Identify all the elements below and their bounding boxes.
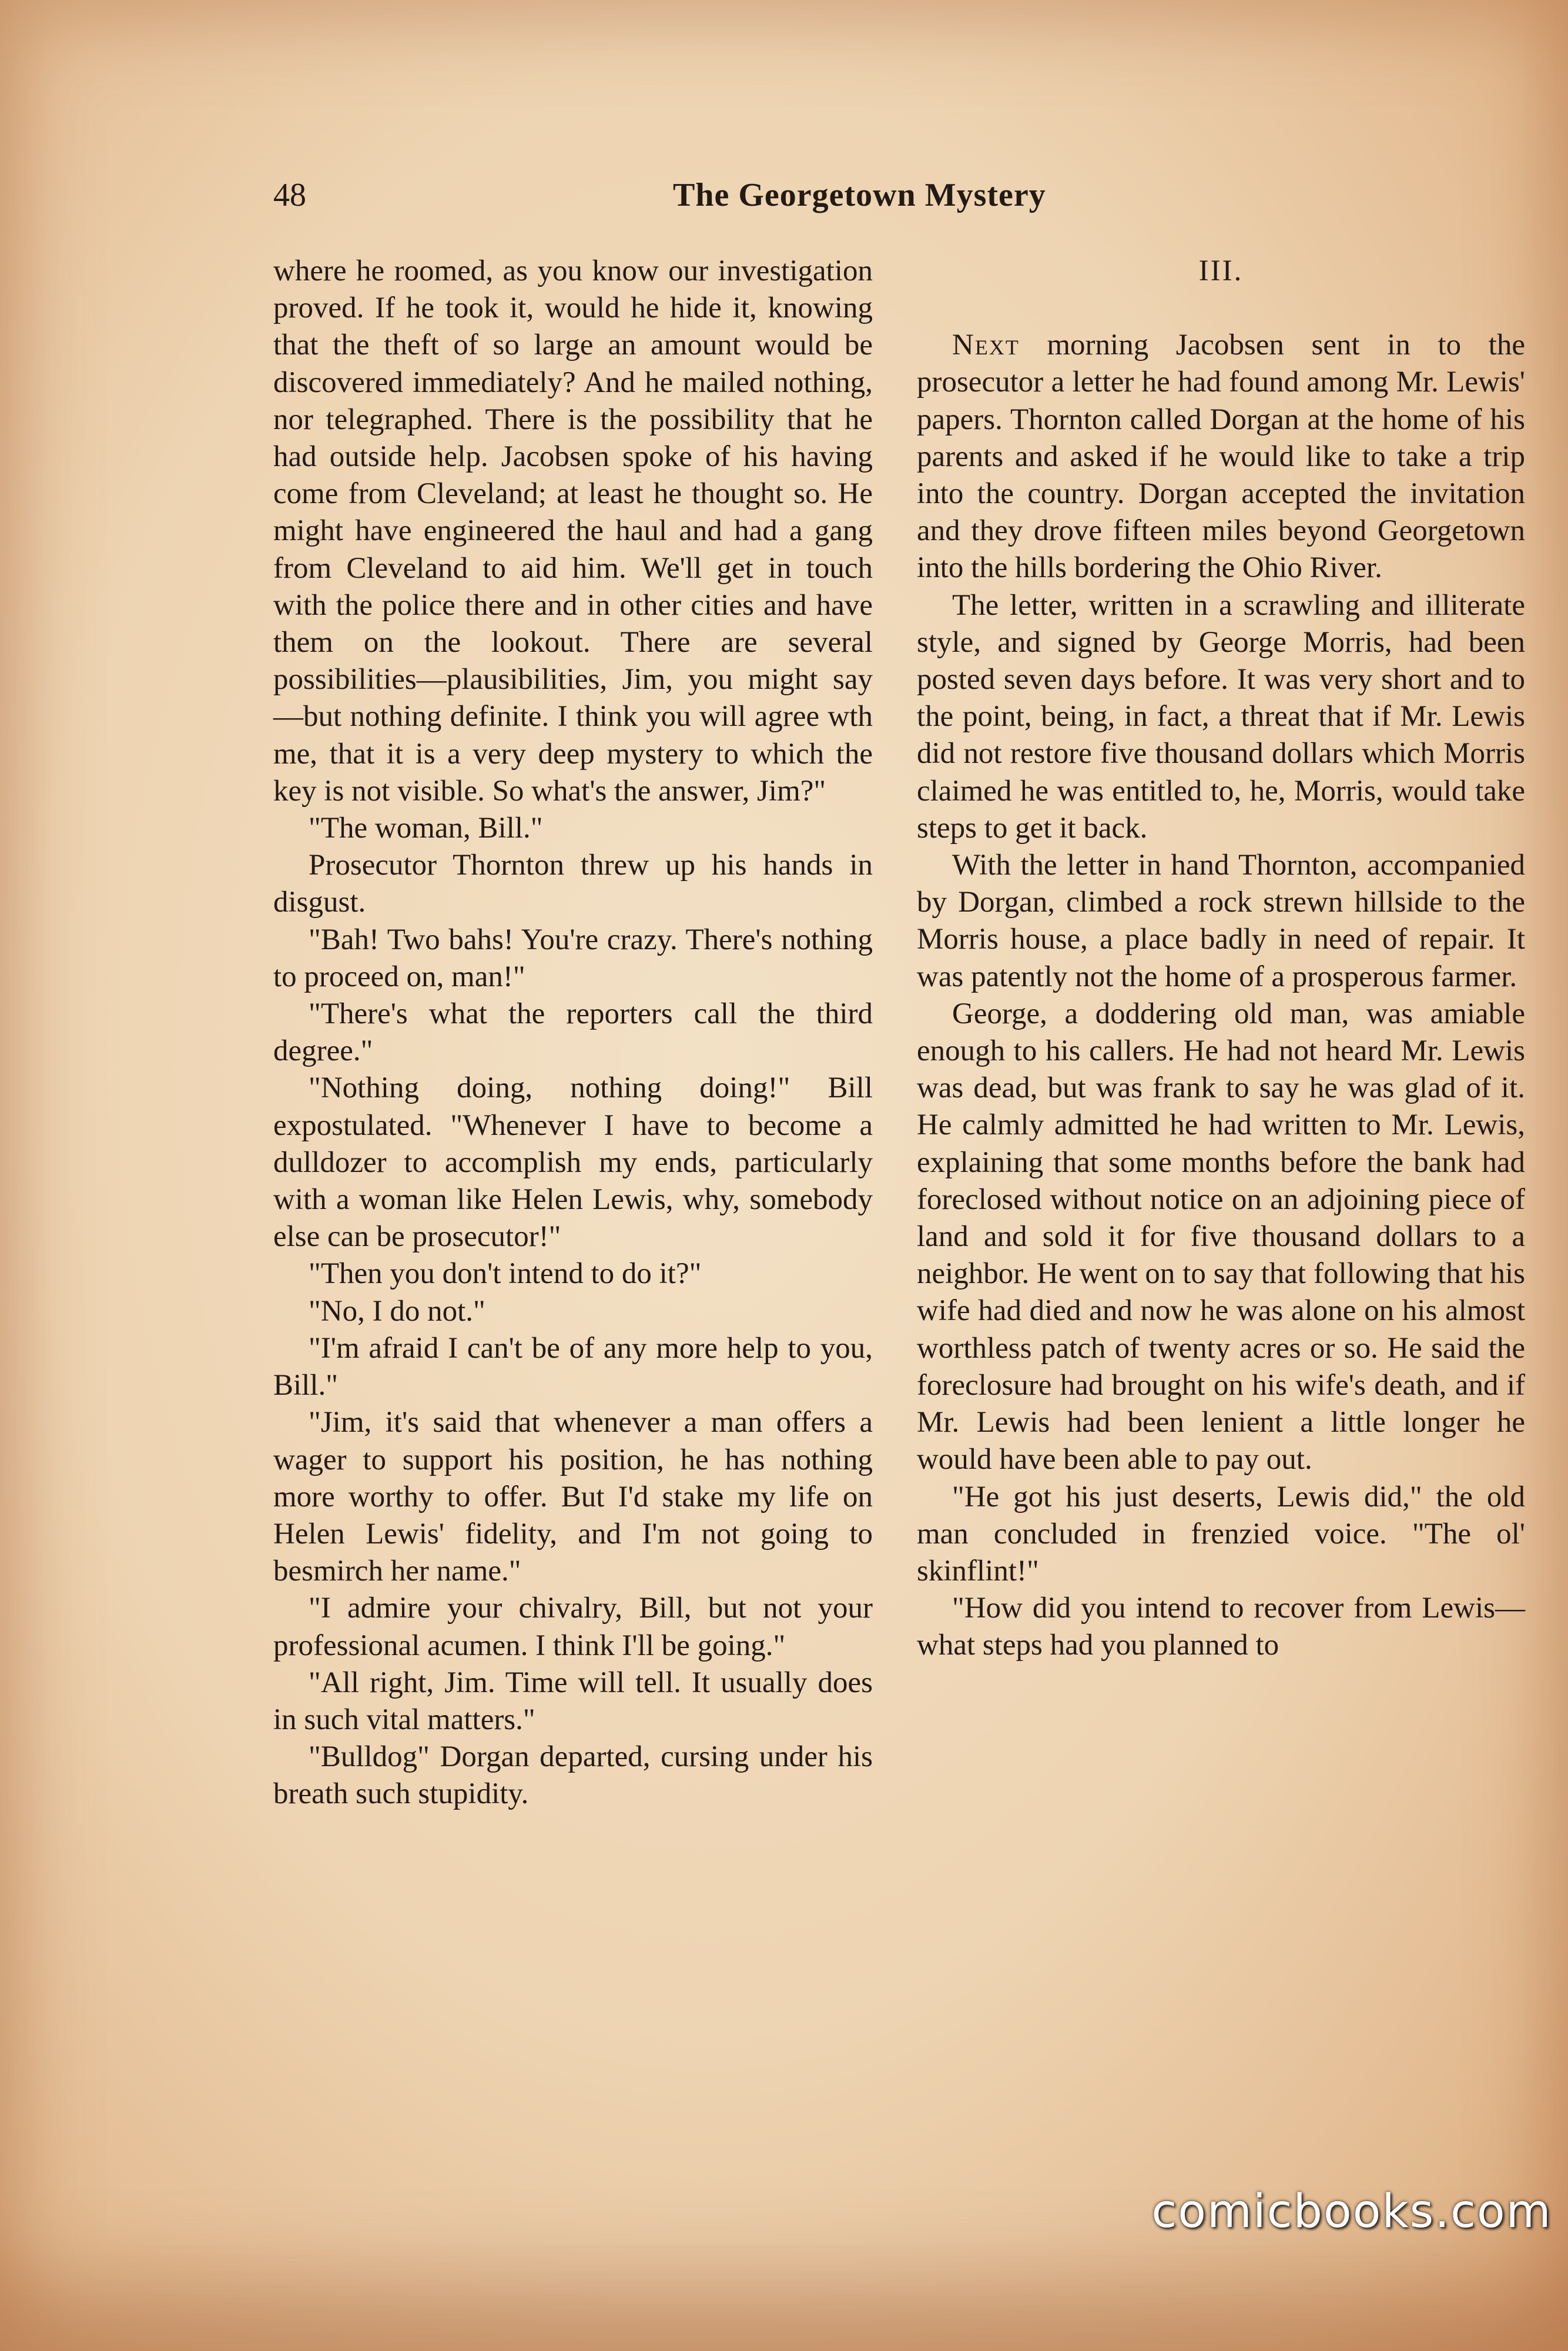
paragraph: "He got his just deserts, Lewis did," the old man concluded in frenzied voice. "The ol' skinflint!" xyxy=(917,1480,1525,1588)
paragraph: "Bah! Two bahs! You're crazy. There's nothing to proceed on, man!" xyxy=(273,923,873,993)
page-header xyxy=(273,170,1230,223)
paragraph: "Then you don't intend to do it?" xyxy=(309,1257,702,1291)
paragraph: "The woman, Bill." xyxy=(309,812,543,845)
paragraph: Prosecutor Thornton threw up his hands in disgust. xyxy=(273,849,873,919)
paragraph: "Nothing doing, nothing doing!" Bill expostulated. "Whenever I have to become a dulldozer to accomplish my ends, particularly with a woman like Helen Lewis, why, somebody else can be prosecutor!" xyxy=(273,1071,873,1254)
section-heading: III. xyxy=(1198,254,1244,287)
paragraph xyxy=(917,327,1525,587)
right-column xyxy=(917,253,1525,1665)
paragraph: "How did you intend to recover from Lewis—what steps had you planned to xyxy=(917,1592,1525,1662)
paragraph: "I'm afraid I can't be of any more help to you, Bill." xyxy=(273,1331,873,1402)
page-number: 48 xyxy=(273,177,306,213)
paragraph-text: morning Jacobsen sent in to the prosecutor a letter he had found among Mr. Lewis' papers. Thornton called Dorgan at the home of his parents and asked if he would like to take a trip into the country. Dorgan accepted the invitation and they drove fifteen miles beyond Georgetown into the hills bordering the Ohio River. xyxy=(917,329,1525,585)
paragraph: "I admire your chivalry, Bill, but not your professional acumen. I think I'll be going." xyxy=(273,1592,873,1662)
paragraph: The letter, written in a scrawling and illiterate style, and signed by George Morris, had been posted seven days before. It was very short and to the point, being, in fact, a threat that if Mr. Lewis did not restore five thousand dollars which Morris claimed he was entitled to, he, Morris, would take steps to get it back. xyxy=(917,588,1525,845)
opening-word: Next xyxy=(952,329,1020,362)
paragraph: "All right, Jim. Time will tell. It usually does in such vital matters." xyxy=(273,1666,873,1736)
paragraph: "Bulldog" Dorgan departed, cursing under his breath such stupidity. xyxy=(273,1740,873,1811)
watermark-logo: comicbooks.com xyxy=(1151,2185,1552,2238)
paragraph: "There's what the reporters call the third degree." xyxy=(273,997,873,1068)
paragraph: With the letter in hand Thornton, accompanied by Dorgan, climbed a rock strewn hillside to the Morris house, a place badly in need of repair. It was patently not the home of a prosperous farmer. xyxy=(917,849,1525,993)
left-column xyxy=(273,253,873,1813)
paragraph: George, a doddering old man, was amiable enough to his callers. He had not heard Mr. Lewis was dead, but was frank to say he was glad of it. He calmly admitted he had written to Mr. Lewis, explaining that some months before the bank had foreclosed without notice on an adjoining piece of land and sold it for five thousand dollars to a neighbor. He went on to say that following that his wife had died and now he was alone on his almost worthless patch of twenty acres or so. He said the foreclosure had brought on his wife's death, and if Mr. Lewis had been lenient a little longer he would have been able to pay out. xyxy=(917,997,1525,1476)
paragraph: where he roomed, as you know our investigation proved. If he took it, would he hide it, knowing that the theft of so large an amount would be discovered immediately? And he mailed nothing, nor telegraphed. There is the possibility that he had outside help. Jacobsen spoke of his having come from Cleveland; at least he thought so. He might have engineered the haul and had a gang from Cleveland to aid him. We'll get in touch with the police there and in other cities and have them on the lookout. There are several possibilities—plausibilities, Jim, you might say—but nothing definite. I think you will agree wth me, that it is a very deep mystery to which the key is not visible. So what's the answer, Jim?" xyxy=(273,254,873,808)
paragraph: "Jim, it's said that whenever a man offers a wager to support his position, he has nothing more worthy to offer. But I'd stake my life on Helen Lewis' fidelity, and I'm not going to besmirch her name." xyxy=(273,1406,873,1588)
running-title: The Georgetown Mystery xyxy=(673,177,1046,213)
paragraph: "No, I do not." xyxy=(309,1294,485,1328)
